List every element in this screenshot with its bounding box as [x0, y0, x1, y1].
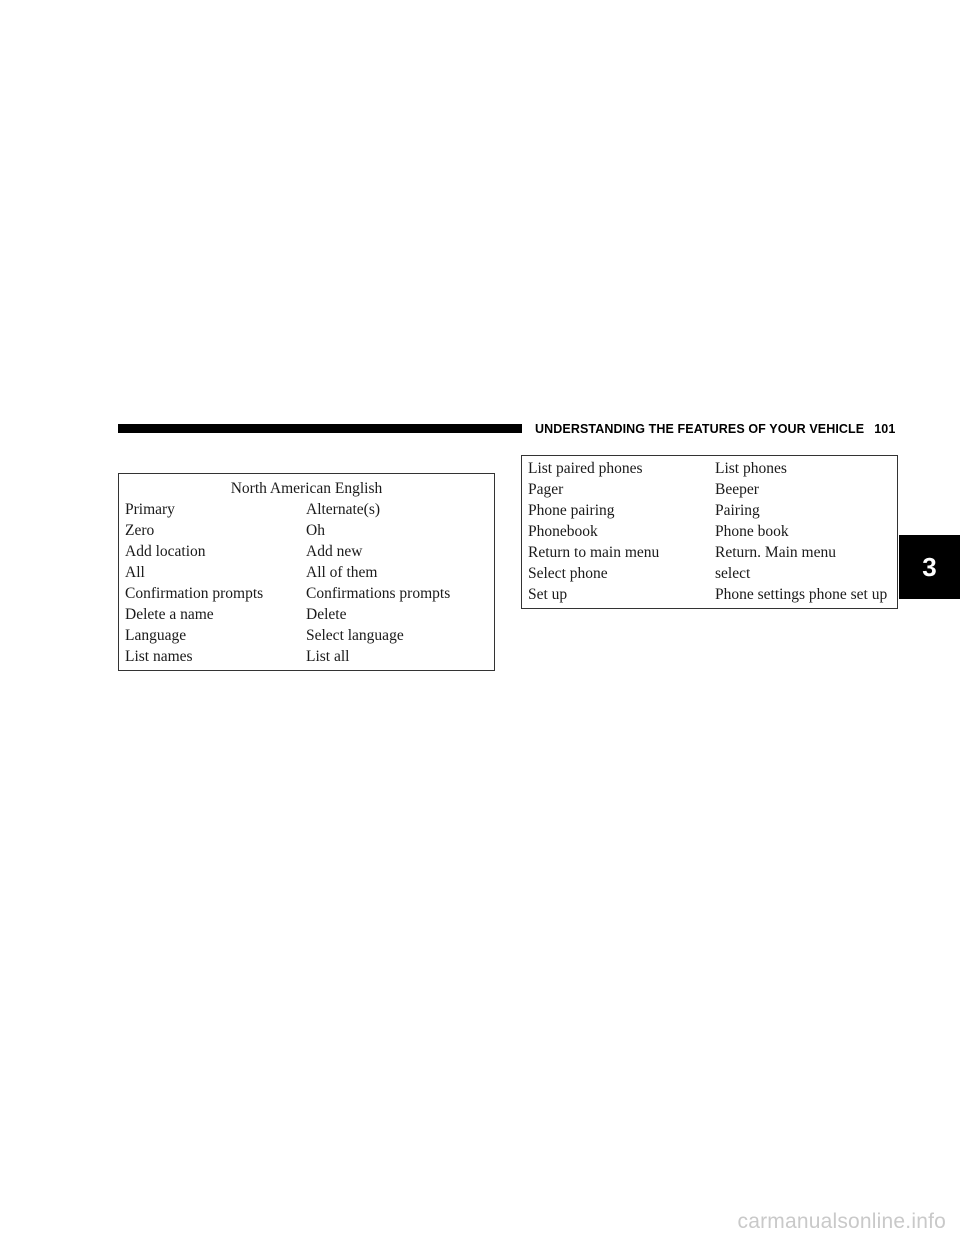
table-cell: Phone book: [715, 523, 789, 540]
table-cell: Add location: [125, 543, 206, 560]
voice-commands-table-left: [118, 473, 495, 671]
table-row: [119, 499, 494, 520]
table-cell: Delete: [306, 606, 347, 623]
table-cell: Delete a name: [125, 606, 214, 623]
table-row: [119, 583, 494, 604]
table-cell: List phones: [715, 460, 787, 477]
table-row: [119, 646, 494, 667]
table-cell: List names: [125, 648, 193, 665]
table-cell: Pager: [528, 481, 564, 498]
table-cell: select: [715, 565, 751, 582]
table-cell: Add new: [306, 543, 363, 560]
table-cell: List paired phones: [528, 460, 643, 477]
table-cell: Select language: [306, 627, 404, 644]
table-cell: Phonebook: [528, 523, 598, 540]
table-row: [119, 625, 494, 646]
table-row: [522, 542, 897, 563]
header-rule: [118, 424, 522, 433]
table-row: [119, 562, 494, 583]
chapter-tab: 3: [899, 535, 960, 599]
table-cell: Beeper: [715, 481, 759, 498]
voice-commands-table-right: [521, 455, 898, 609]
table-row: [119, 541, 494, 562]
table-cell: Phone pairing: [528, 502, 615, 519]
table-cell: All of them: [306, 564, 378, 581]
table-cell: Zero: [125, 522, 155, 539]
table-cell: Phone settings phone set up: [715, 586, 888, 603]
section-title: UNDERSTANDING THE FEATURES OF YOUR VEHICLE: [535, 422, 865, 436]
table-row: [522, 458, 897, 479]
table-cell: Return to main menu: [528, 544, 660, 561]
table-row: [119, 604, 494, 625]
table-cell: Confirmations prompts: [306, 585, 451, 602]
table-cell: Confirmation prompts: [125, 585, 264, 602]
table-row: [522, 500, 897, 521]
table-cell: Pairing: [715, 502, 760, 519]
watermark: carmanualsonline.info: [737, 1210, 946, 1233]
table-row: [522, 584, 897, 605]
table-cell: Language: [125, 627, 187, 644]
table-cell: Return. Main menu: [715, 544, 836, 561]
table-cell: Oh: [306, 522, 325, 539]
table-caption: North American English: [230, 480, 383, 497]
table-cell: Alternate(s): [306, 501, 381, 518]
table-row: [119, 520, 494, 541]
table-row: [522, 521, 897, 542]
table-cell: All: [125, 564, 145, 581]
table-cell: List all: [306, 648, 350, 665]
table-cell: Primary: [125, 501, 175, 518]
table-row: [522, 563, 897, 584]
table-row: [522, 479, 897, 500]
table-cell: Select phone: [528, 565, 608, 582]
page-number: 101: [874, 422, 896, 436]
running-header: [535, 421, 895, 437]
table-cell: Set up: [528, 586, 568, 603]
